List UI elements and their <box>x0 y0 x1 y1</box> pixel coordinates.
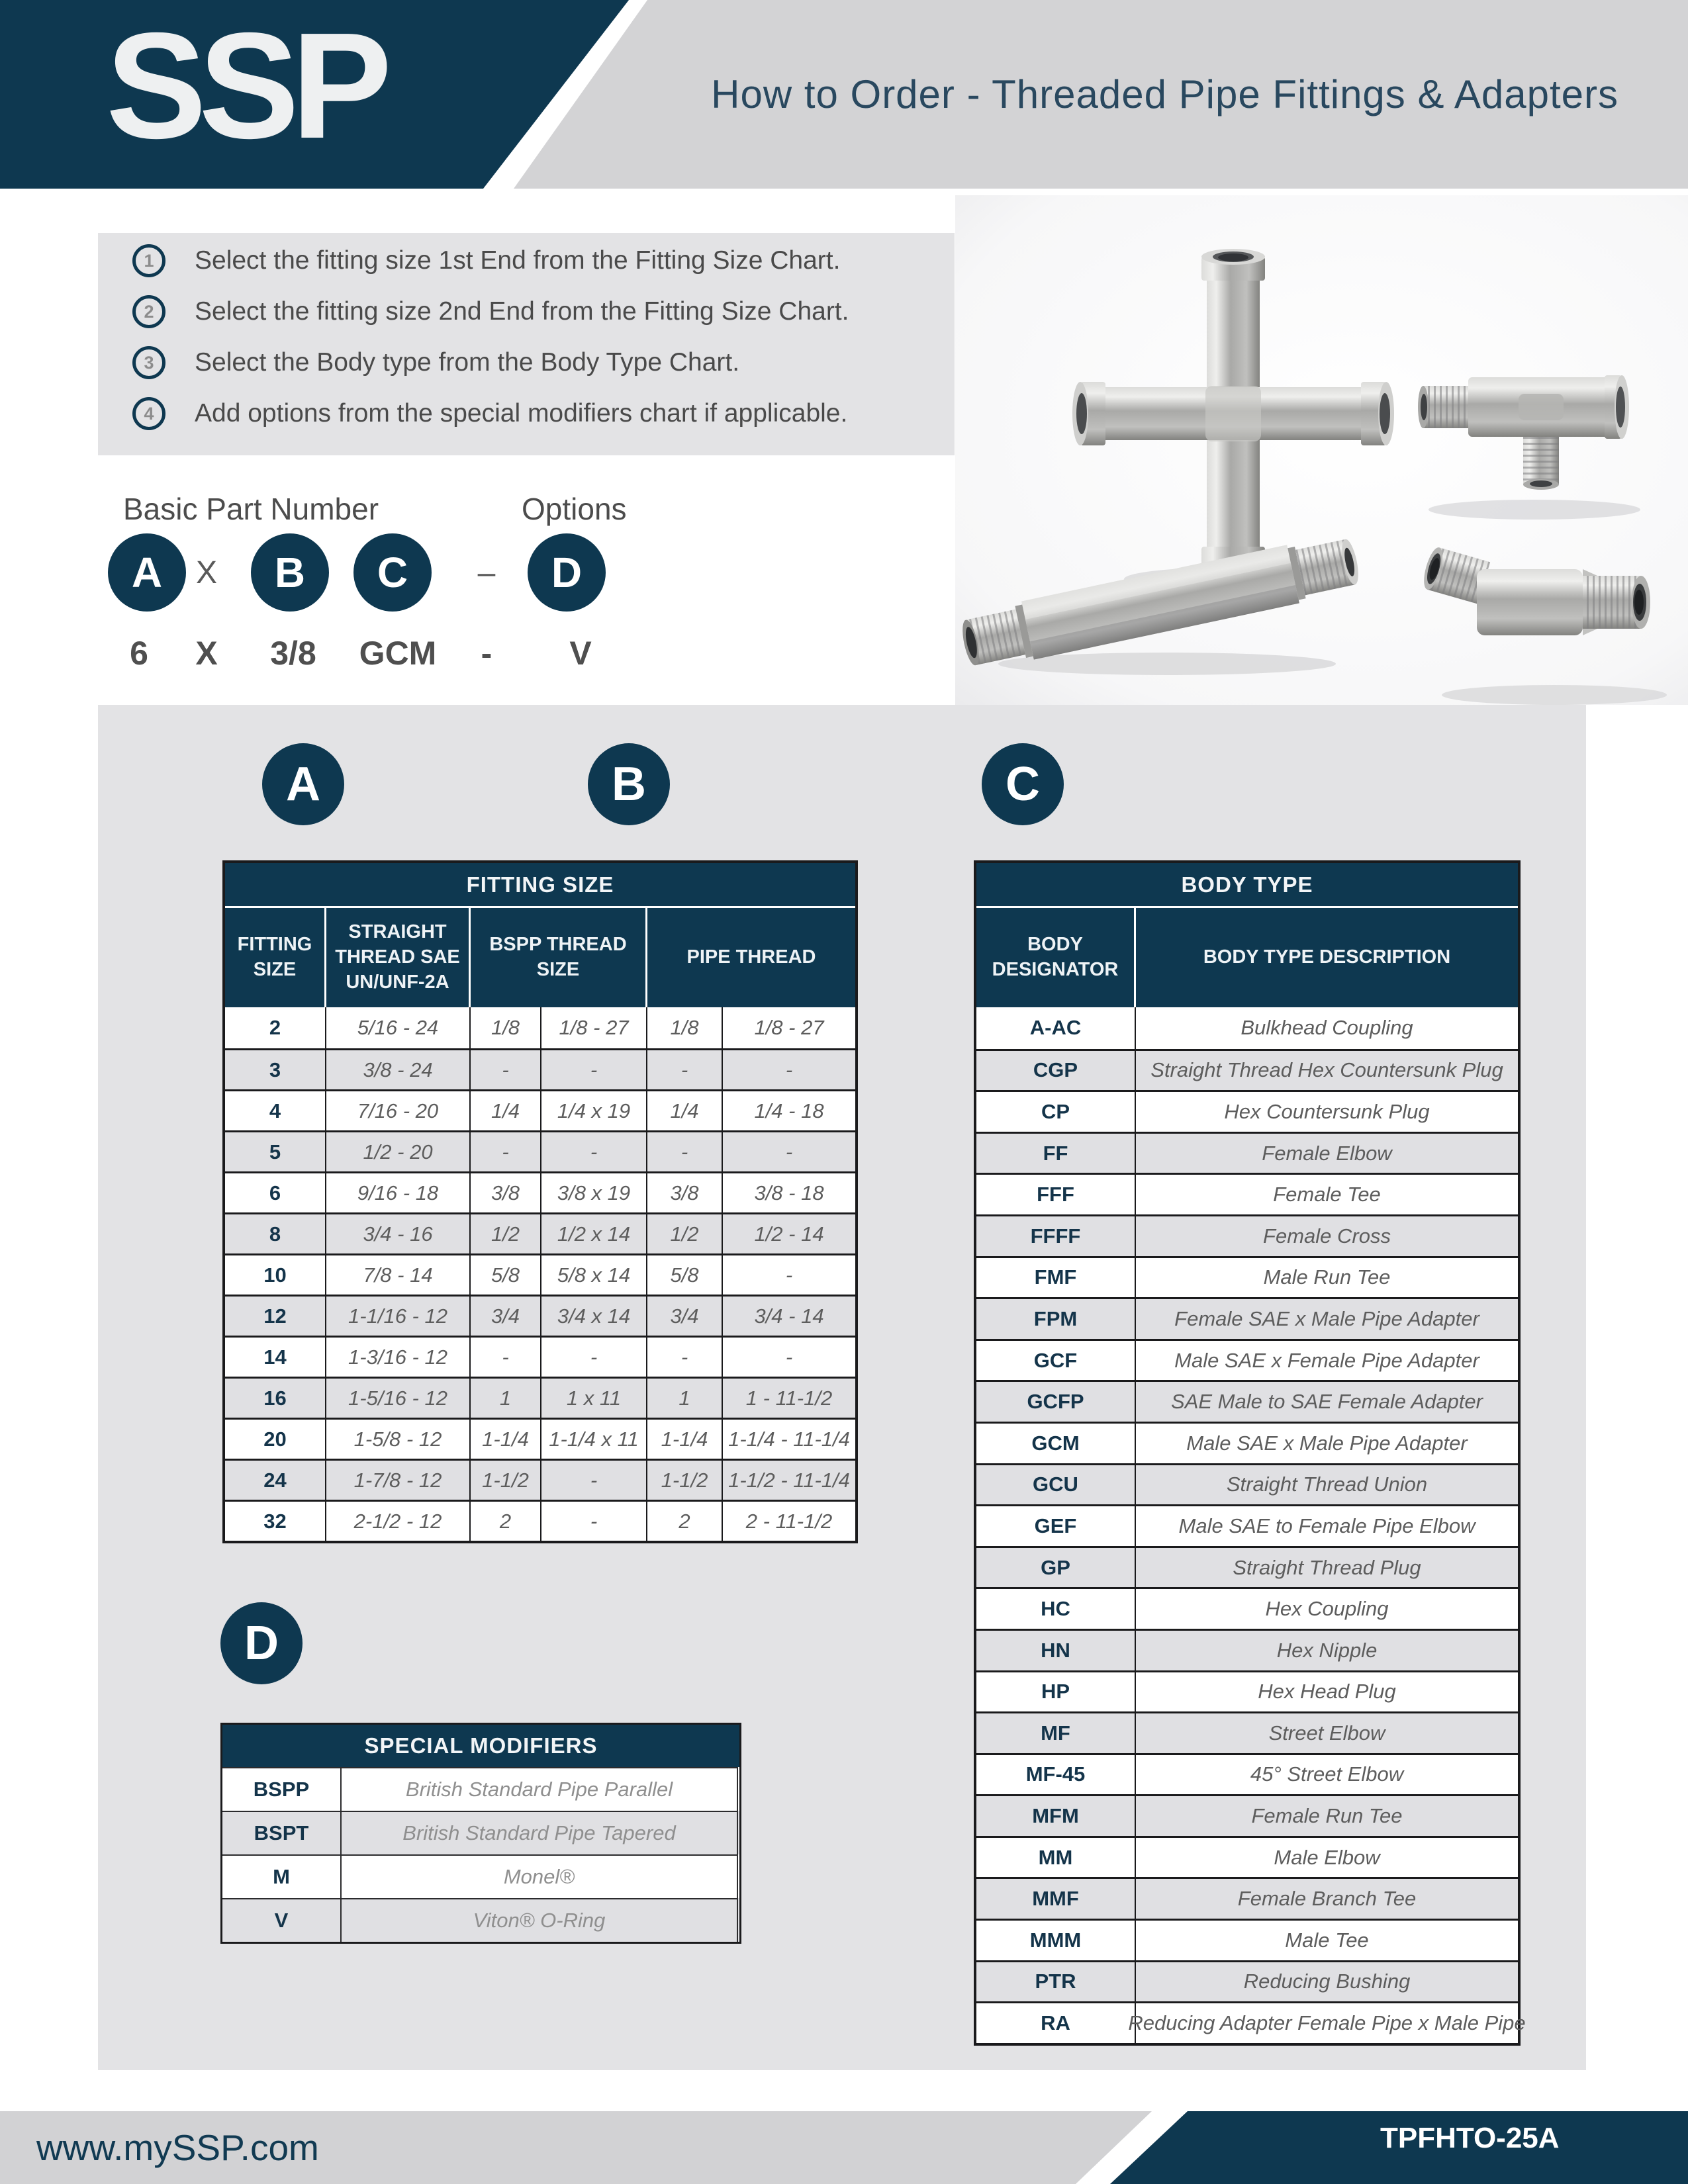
table-cell: British Standard Pipe Parallel <box>342 1767 738 1811</box>
body-type-row <box>976 1173 1518 1214</box>
body-type-row <box>976 1214 1518 1256</box>
table-cell: Male Elbow <box>1136 1836 1518 1878</box>
table-cell: 5 <box>225 1130 326 1171</box>
part-segment-d-badge: D <box>528 533 606 612</box>
table-cell: HP <box>976 1670 1136 1712</box>
table-cell: 1/2 <box>471 1212 541 1253</box>
modifier-row <box>222 1767 739 1811</box>
body-type-row <box>976 1090 1518 1132</box>
table-cell: GP <box>976 1546 1136 1588</box>
body-type-row <box>976 1794 1518 1836</box>
table-cell: 3/8 x 19 <box>541 1171 647 1212</box>
modifier-row <box>222 1898 739 1942</box>
table-cell: - <box>541 1336 647 1377</box>
special-modifiers-table-title: SPECIAL MODIFIERS <box>222 1725 739 1767</box>
table-cell: 3/8 - 24 <box>326 1048 471 1089</box>
modifier-row <box>222 1811 739 1854</box>
step-text: Add options from the special modifiers chart if applicable. <box>195 399 848 428</box>
step-number-badge: 2 <box>132 295 165 328</box>
table-cell: BSPT <box>222 1811 342 1854</box>
table-cell: Reducing Bushing <box>1136 1960 1518 2002</box>
step-number-badge: 4 <box>132 397 165 430</box>
special-modifiers-table <box>220 1723 741 1944</box>
table-cell: 1-1/2 - 11-1/4 <box>723 1459 855 1500</box>
fitting-size-row <box>225 1295 855 1336</box>
body-type-row <box>976 1256 1518 1298</box>
section-marker-a: A <box>262 743 344 825</box>
table-cell: Straight Thread Plug <box>1136 1546 1518 1588</box>
table-cell: MMF <box>976 1877 1136 1919</box>
ordering-step <box>132 396 847 431</box>
table-cell: Female Branch Tee <box>1136 1877 1518 1919</box>
body-type-row <box>976 1546 1518 1588</box>
table-cell: 1-5/8 - 12 <box>326 1418 471 1459</box>
step-number-badge: 3 <box>132 346 165 379</box>
table-cell: 1/4 - 18 <box>723 1089 855 1130</box>
column-header: BSPP THREAD SIZE <box>471 908 647 1007</box>
table-cell: Female SAE x Male Pipe Adapter <box>1136 1297 1518 1339</box>
table-cell: 1-1/4 - 11-1/4 <box>723 1418 855 1459</box>
table-cell: 14 <box>225 1336 326 1377</box>
table-cell: 24 <box>225 1459 326 1500</box>
body-type-row <box>976 1463 1518 1505</box>
example-value-c: GCM <box>359 635 437 672</box>
table-cell: Male Tee <box>1136 1919 1518 1960</box>
table-cell: Reducing Adapter Female Pipe x Male Pipe <box>1136 2001 1518 2043</box>
table-cell: MFM <box>976 1794 1136 1836</box>
table-cell: Male Run Tee <box>1136 1256 1518 1298</box>
body-type-row <box>976 1629 1518 1670</box>
table-cell: 1/2 - 14 <box>723 1212 855 1253</box>
table-cell: 1/8 - 27 <box>541 1007 647 1048</box>
part-segment-c-badge: C <box>353 533 432 612</box>
table-cell: 5/8 <box>471 1253 541 1295</box>
column-header: BODY TYPE DESCRIPTION <box>1203 946 1451 968</box>
table-cell: Hex Coupling <box>1136 1587 1518 1629</box>
fitting-size-row <box>225 1089 855 1130</box>
fitting-size-table-title: FITTING SIZE <box>225 863 855 908</box>
table-cell: CP <box>976 1090 1136 1132</box>
column-header: PIPE THREAD <box>686 946 816 968</box>
table-cell: 1 <box>471 1377 541 1418</box>
table-cell: 3/4 - 14 <box>723 1295 855 1336</box>
table-cell: 6 <box>225 1171 326 1212</box>
product-photo-fittings <box>955 195 1688 705</box>
table-cell: 7/16 - 20 <box>326 1089 471 1130</box>
table-cell: Hex Nipple <box>1136 1629 1518 1670</box>
fitting-size-table <box>222 860 858 1543</box>
body-type-row <box>976 1753 1518 1795</box>
table-cell: 2 <box>225 1007 326 1048</box>
ordering-step <box>132 345 739 380</box>
table-cell: 1/8 <box>471 1007 541 1048</box>
table-cell: - <box>723 1253 855 1295</box>
step-text: Select the fitting size 2nd End from the Fitting Size Chart. <box>195 297 849 326</box>
section-marker-b: B <box>588 743 670 825</box>
table-cell: - <box>471 1048 541 1089</box>
table-cell: RA <box>976 2001 1136 2043</box>
basic-part-number-label: Basic Part Number <box>123 492 379 526</box>
table-cell: A-AC <box>976 1007 1136 1049</box>
table-cell: 16 <box>225 1377 326 1418</box>
table-cell: MF-45 <box>976 1753 1136 1795</box>
fitting-size-table-body <box>225 1007 855 1541</box>
ssp-logo: SSP <box>106 2 385 170</box>
table-cell: MM <box>976 1836 1136 1878</box>
table-cell: - <box>723 1130 855 1171</box>
table-cell: 12 <box>225 1295 326 1336</box>
table-cell: 1-1/4 <box>647 1418 723 1459</box>
ordering-step <box>132 244 840 278</box>
table-cell: 3/8 - 18 <box>723 1171 855 1212</box>
table-cell: Male SAE to Female Pipe Elbow <box>1136 1504 1518 1546</box>
fitting-size-row <box>225 1212 855 1253</box>
table-cell: 1-7/8 - 12 <box>326 1459 471 1500</box>
table-cell: Male SAE x Female Pipe Adapter <box>1136 1339 1518 1381</box>
body-type-table-body <box>976 1007 1526 2043</box>
table-cell: - <box>647 1336 723 1377</box>
fitting-size-row <box>225 1336 855 1377</box>
table-cell: Monel® <box>342 1854 738 1898</box>
body-type-row <box>976 1049 1518 1091</box>
table-cell: Female Run Tee <box>1136 1794 1518 1836</box>
table-cell: 1-1/4 <box>471 1418 541 1459</box>
table-cell: - <box>723 1048 855 1089</box>
table-cell: 7/8 - 14 <box>326 1253 471 1295</box>
table-cell: 5/8 x 14 <box>541 1253 647 1295</box>
table-cell: FMF <box>976 1256 1136 1298</box>
table-cell: 3/8 <box>471 1171 541 1212</box>
table-cell: - <box>471 1130 541 1171</box>
table-cell: - <box>541 1130 647 1171</box>
column-header: FITTING SIZE <box>225 908 326 1007</box>
footer-document-number: TPFHTO-25A <box>1380 2122 1560 2154</box>
table-cell: 3/4 <box>471 1295 541 1336</box>
table-cell: 2-1/2 - 12 <box>326 1500 471 1541</box>
body-type-row <box>976 1711 1518 1753</box>
table-cell: 4 <box>225 1089 326 1130</box>
footer-website-link[interactable]: www.mySSP.com <box>36 2127 319 2168</box>
body-type-row <box>976 1670 1518 1712</box>
fitting-size-row <box>225 1048 855 1089</box>
table-cell: - <box>541 1048 647 1089</box>
step-text: Select the fitting size 1st End from the Fitting Size Chart. <box>195 246 841 275</box>
body-type-row <box>976 2001 1526 2043</box>
section-marker-d: D <box>220 1602 303 1684</box>
table-cell: 2 <box>647 1500 723 1541</box>
table-cell: 1/4 x 19 <box>541 1089 647 1130</box>
table-cell: MMM <box>976 1919 1136 1960</box>
body-type-row <box>976 1339 1518 1381</box>
part-separator-dash: – <box>477 555 496 590</box>
table-cell: Male SAE x Male Pipe Adapter <box>1136 1422 1518 1463</box>
table-cell: 5/8 <box>647 1253 723 1295</box>
table-cell: 1-1/4 x 11 <box>541 1418 647 1459</box>
body-type-row <box>976 1380 1518 1422</box>
ordering-step <box>132 295 849 329</box>
part-segment-a-badge: A <box>108 533 186 612</box>
ordering-steps-panel <box>98 233 955 455</box>
table-cell: GCU <box>976 1463 1136 1505</box>
table-cell: 1-1/2 <box>647 1459 723 1500</box>
step-number-badge: 1 <box>132 244 165 277</box>
modifier-row <box>222 1854 739 1898</box>
table-cell: 1/4 <box>471 1089 541 1130</box>
fitting-size-row <box>225 1500 855 1541</box>
fitting-size-row <box>225 1377 855 1418</box>
part-separator-x: X <box>195 555 218 590</box>
table-cell: 1 - 11-1/2 <box>723 1377 855 1418</box>
table-cell: FPM <box>976 1297 1136 1339</box>
page-title: How to Order - Threaded Pipe Fittings & Adapters <box>711 72 1618 116</box>
body-type-row <box>976 1836 1518 1878</box>
table-cell: - <box>471 1336 541 1377</box>
table-cell: 1 x 11 <box>541 1377 647 1418</box>
body-type-table <box>974 860 1526 2046</box>
table-cell: V <box>222 1898 342 1942</box>
column-header: STRAIGHT THREAD SAE UN/UNF-2A <box>326 908 471 1007</box>
table-cell: GCF <box>976 1339 1136 1381</box>
table-cell: SAE Male to SAE Female Adapter <box>1136 1380 1518 1422</box>
table-cell: Street Elbow <box>1136 1711 1518 1753</box>
table-cell: 3/4 <box>647 1295 723 1336</box>
fitting-size-row <box>225 1007 855 1048</box>
example-value-a: 6 <box>130 635 148 672</box>
table-cell: 1-3/16 - 12 <box>326 1336 471 1377</box>
table-cell: Female Cross <box>1136 1214 1518 1256</box>
table-cell: 9/16 - 18 <box>326 1171 471 1212</box>
fitting-size-row <box>225 1418 855 1459</box>
fitting-size-row <box>225 1171 855 1212</box>
example-value-dash: - <box>481 635 492 672</box>
table-cell: CGP <box>976 1049 1136 1091</box>
body-type-row <box>976 1297 1518 1339</box>
table-cell: 1/2 <box>647 1212 723 1253</box>
table-cell: 20 <box>225 1418 326 1459</box>
table-cell: 2 - 11-1/2 <box>723 1500 855 1541</box>
section-marker-c: C <box>982 743 1064 825</box>
table-cell: - <box>647 1130 723 1171</box>
body-type-row <box>976 1132 1518 1173</box>
body-type-table-header-row <box>976 908 1518 1007</box>
fitting-size-row <box>225 1253 855 1295</box>
table-cell: 1/2 - 20 <box>326 1130 471 1171</box>
table-cell: 1/8 - 27 <box>754 1016 824 1039</box>
table-cell: - <box>723 1336 855 1377</box>
table-cell: Hex Countersunk Plug <box>1136 1090 1518 1132</box>
table-cell: Bulkhead Coupling <box>1241 1016 1413 1040</box>
fitting-size-row <box>225 1459 855 1500</box>
table-cell: - <box>541 1500 647 1541</box>
table-cell: 3 <box>225 1048 326 1089</box>
table-cell: 45° Street Elbow <box>1136 1753 1518 1795</box>
table-cell: FF <box>976 1132 1136 1173</box>
table-cell: Hex Head Plug <box>1136 1670 1518 1712</box>
body-type-row <box>976 1877 1518 1919</box>
table-cell: MF <box>976 1711 1136 1753</box>
table-cell: GEF <box>976 1504 1136 1546</box>
table-cell: Female Tee <box>1136 1173 1518 1214</box>
table-cell: 1/2 x 14 <box>541 1212 647 1253</box>
table-cell: 2 <box>471 1500 541 1541</box>
table-cell: HC <box>976 1587 1136 1629</box>
table-cell: 32 <box>225 1500 326 1541</box>
table-cell: Straight Thread Hex Countersunk Plug <box>1136 1049 1518 1091</box>
body-type-table-title: BODY TYPE <box>976 863 1518 908</box>
body-type-row <box>976 1587 1518 1629</box>
body-type-row <box>976 1504 1518 1546</box>
body-type-row <box>976 1960 1518 2002</box>
table-cell: 1/4 <box>647 1089 723 1130</box>
table-cell: 1-1/2 <box>471 1459 541 1500</box>
table-cell: HN <box>976 1629 1136 1670</box>
table-cell: 10 <box>225 1253 326 1295</box>
table-cell: 8 <box>225 1212 326 1253</box>
table-cell: GCM <box>976 1422 1136 1463</box>
example-value-d: V <box>569 635 592 672</box>
table-cell: GCFP <box>976 1380 1136 1422</box>
body-type-row <box>976 1007 1518 1049</box>
special-modifiers-table-body <box>222 1767 739 1942</box>
part-segment-b-badge: B <box>251 533 329 612</box>
table-cell: - <box>647 1048 723 1089</box>
fitting-size-row <box>225 1130 855 1171</box>
table-cell: 3/4 - 16 <box>326 1212 471 1253</box>
table-cell: FFFF <box>976 1214 1136 1256</box>
table-cell: - <box>541 1459 647 1500</box>
table-cell: 3/8 <box>647 1171 723 1212</box>
options-label: Options <box>522 492 627 526</box>
table-cell: 1-1/16 - 12 <box>326 1295 471 1336</box>
table-cell: 3/4 x 14 <box>541 1295 647 1336</box>
body-type-row <box>976 1919 1518 1960</box>
fitting-size-table-header-row <box>225 908 855 1007</box>
step-text: Select the Body type from the Body Type Chart. <box>195 348 740 377</box>
column-header: BODY DESIGNATOR <box>976 908 1136 1007</box>
example-value-b: 3/8 <box>270 635 316 672</box>
table-cell: 1 <box>647 1377 723 1418</box>
table-cell: 1/8 <box>647 1007 723 1048</box>
table-cell: British Standard Pipe Tapered <box>342 1811 738 1854</box>
body-type-row <box>976 1422 1518 1463</box>
table-cell: PTR <box>976 1960 1136 2002</box>
table-cell: Female Elbow <box>1136 1132 1518 1173</box>
table-cell: FFF <box>976 1173 1136 1214</box>
table-cell: 1-5/16 - 12 <box>326 1377 471 1418</box>
table-cell: Straight Thread Union <box>1136 1463 1518 1505</box>
table-cell: Viton® O-Ring <box>342 1898 738 1942</box>
table-cell: M <box>222 1854 342 1898</box>
table-cell: 5/16 - 24 <box>326 1007 471 1048</box>
table-cell: BSPP <box>222 1767 342 1811</box>
example-value-x: X <box>195 635 218 672</box>
